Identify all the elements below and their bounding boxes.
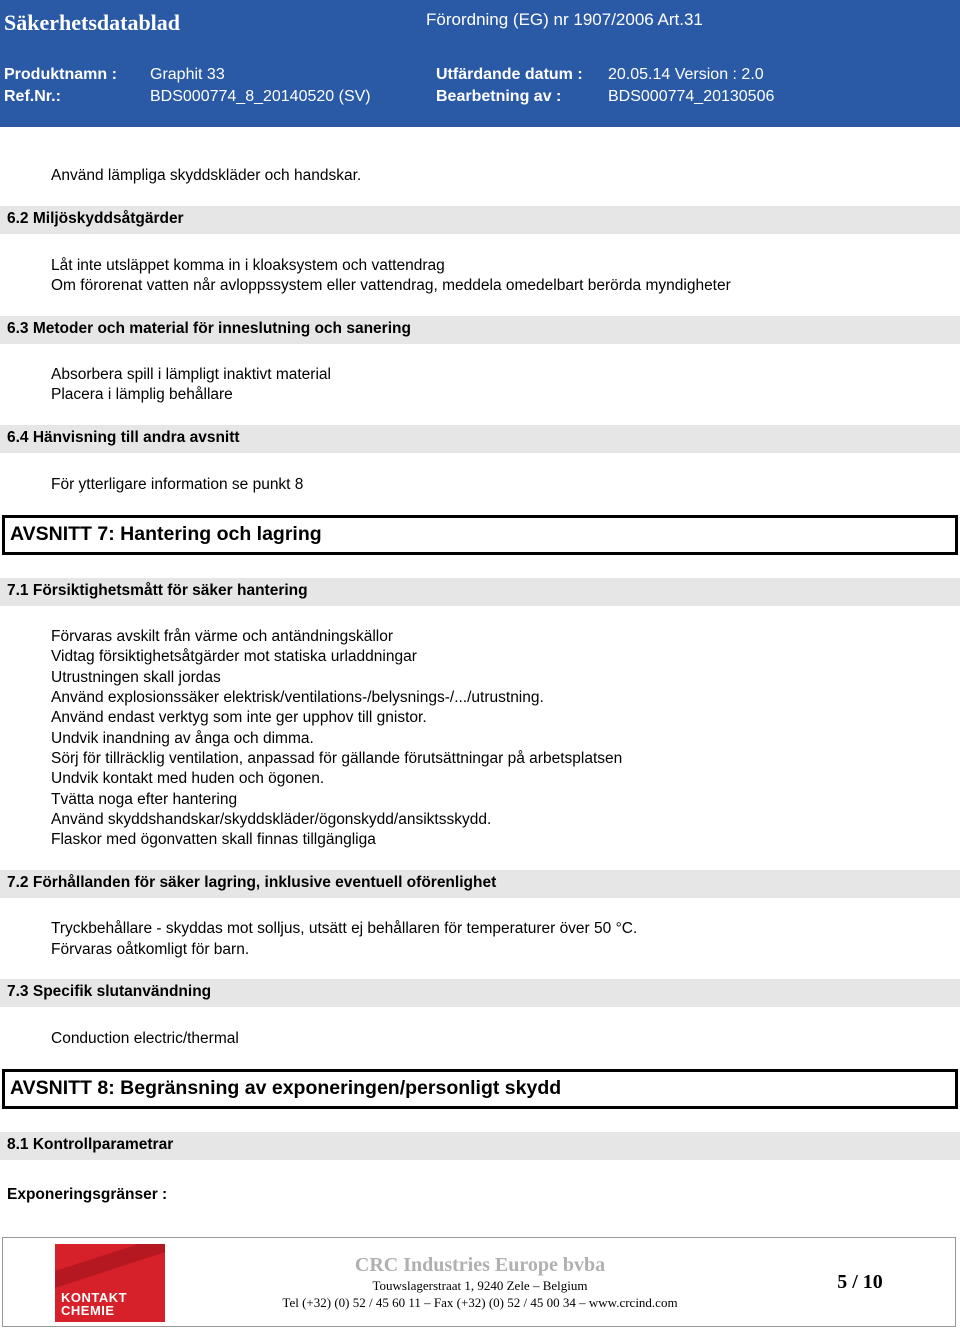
paragraph-line: Vidtag försiktighetsåtgärder mot statiska urladdningar [51, 648, 417, 665]
regulation-reference: Förordning (EG) nr 1907/2006 Art.31 [426, 10, 703, 29]
product-name-value: Graphit 33 [150, 66, 225, 83]
intro-line: Använd lämpliga skyddskläder och handskar. [51, 167, 362, 184]
subsection-6-3-title: 6.3 Metoder och material för inneslutning och sanering [7, 320, 411, 337]
company-name: CRC Industries Europe bvba [354, 1254, 606, 1276]
issue-date-label: Utfärdande datum : [436, 66, 583, 83]
section-8-heading [2, 1069, 958, 1109]
logo-text-line2: CHEMIE [61, 1303, 115, 1318]
paragraph-line: Förvaras avskilt från värme och antändningskällor [51, 628, 394, 645]
paragraph-line: Utrustningen skall jordas [51, 669, 221, 686]
paragraph-line: Tvätta noga efter hantering [51, 791, 238, 808]
subsection-8-1-title: 8.1 Kontrollparametrar [7, 1136, 174, 1153]
logo-stripe [55, 1244, 165, 1289]
subsection-7-1 [0, 578, 960, 606]
paragraph-line: Låt inte utsläppet komma in i kloaksystem och vattendrag [51, 257, 445, 274]
company-address: Touwslagerstraat 1, 9240 Zele – Belgium [372, 1278, 588, 1293]
paragraph-line: För ytterligare information se punkt 8 [51, 476, 304, 493]
page-number: 5 / 10 [837, 1271, 883, 1293]
paragraph-line: Flaskor med ögonvatten skall finnas tillgängliga [51, 831, 376, 848]
issue-date-value: 20.05.14 Version : 2.0 [608, 66, 764, 83]
subsection-7-2 [0, 870, 960, 898]
paragraph-line: Använd skyddshandskar/skyddskläder/ögonskydd/ansiktsskydd. [51, 811, 492, 828]
revision-label: Bearbetning av : [436, 88, 562, 105]
paragraph-line: Undvik kontakt med huden och ögonen. [51, 770, 325, 787]
paragraph-line: Placera i lämplig behållare [51, 386, 233, 403]
section-7-title: AVSNITT 7: Hantering och lagring [10, 523, 322, 545]
subsection-7-3-title: 7.3 Specifik slutanvändning [7, 983, 212, 1000]
revision-value: BDS000774_20130506 [608, 88, 775, 105]
ref-number-label: Ref.Nr.: [4, 88, 61, 105]
subsection-6-4-title: 6.4 Hänvisning till andra avsnitt [7, 429, 240, 446]
document-header [0, 0, 960, 127]
subsection-6-4 [0, 425, 960, 453]
paragraph-line: Tryckbehållare - skyddas mot solljus, utsätt ej behållaren för temperaturer över 50 °C. [51, 920, 638, 937]
subsection-7-1-title: 7.1 Försiktighetsmått för säker hantering [7, 582, 308, 599]
paragraph-line: Använd endast verktyg som inte ger upphov till gnistor. [51, 709, 427, 726]
paragraph-line: Undvik inandning av ånga och dimma. [51, 730, 314, 747]
paragraph-line: Förvaras oåtkomligt för barn. [51, 941, 250, 958]
paragraph-line: Använd explosionssäker elektrisk/ventilations-/belysnings-/.../utrustning. [51, 689, 544, 706]
subsection-6-3 [0, 316, 960, 344]
kontakt-chemie-logo [55, 1244, 165, 1322]
subsection-7-3 [0, 979, 960, 1007]
paragraph-line: Conduction electric/thermal [51, 1030, 239, 1047]
paragraph-line: Absorbera spill i lämpligt inaktivt material [51, 366, 331, 383]
logo-text-line1: KONTAKT [61, 1290, 128, 1305]
subsection-6-2 [0, 206, 960, 234]
section-7-heading [2, 515, 958, 555]
section-8-title: AVSNITT 8: Begränsning av exponeringen/personligt skydd [10, 1077, 562, 1099]
subsection-7-2-title: 7.2 Förhållanden för säker lagring, inklusive eventuell oförenlighet [7, 874, 497, 891]
paragraph-line: Om förorenat vatten når avloppssystem eller vattendrag, meddela omedelbart berörda myndigheter [51, 277, 731, 294]
document-title: Säkerhetsdatablad [4, 10, 181, 35]
ref-number-value: BDS000774_8_20140520 (SV) [150, 88, 371, 105]
company-contact: Tel (+32) (0) 52 / 45 60 11 – Fax (+32) (0) 52 / 45 00 34 – www.crcind.com [282, 1295, 678, 1310]
exposure-limits-label: Exponeringsgränser : [7, 1186, 168, 1203]
subsection-6-2-title: 6.2 Miljöskyddsåtgärder [7, 210, 184, 227]
paragraph-line: Sörj för tillräcklig ventilation, anpassad för gällande förutsättningar på arbetsplatsen [51, 750, 623, 767]
subsection-8-1 [0, 1132, 960, 1160]
product-name-label: Produktnamn : [4, 66, 117, 83]
